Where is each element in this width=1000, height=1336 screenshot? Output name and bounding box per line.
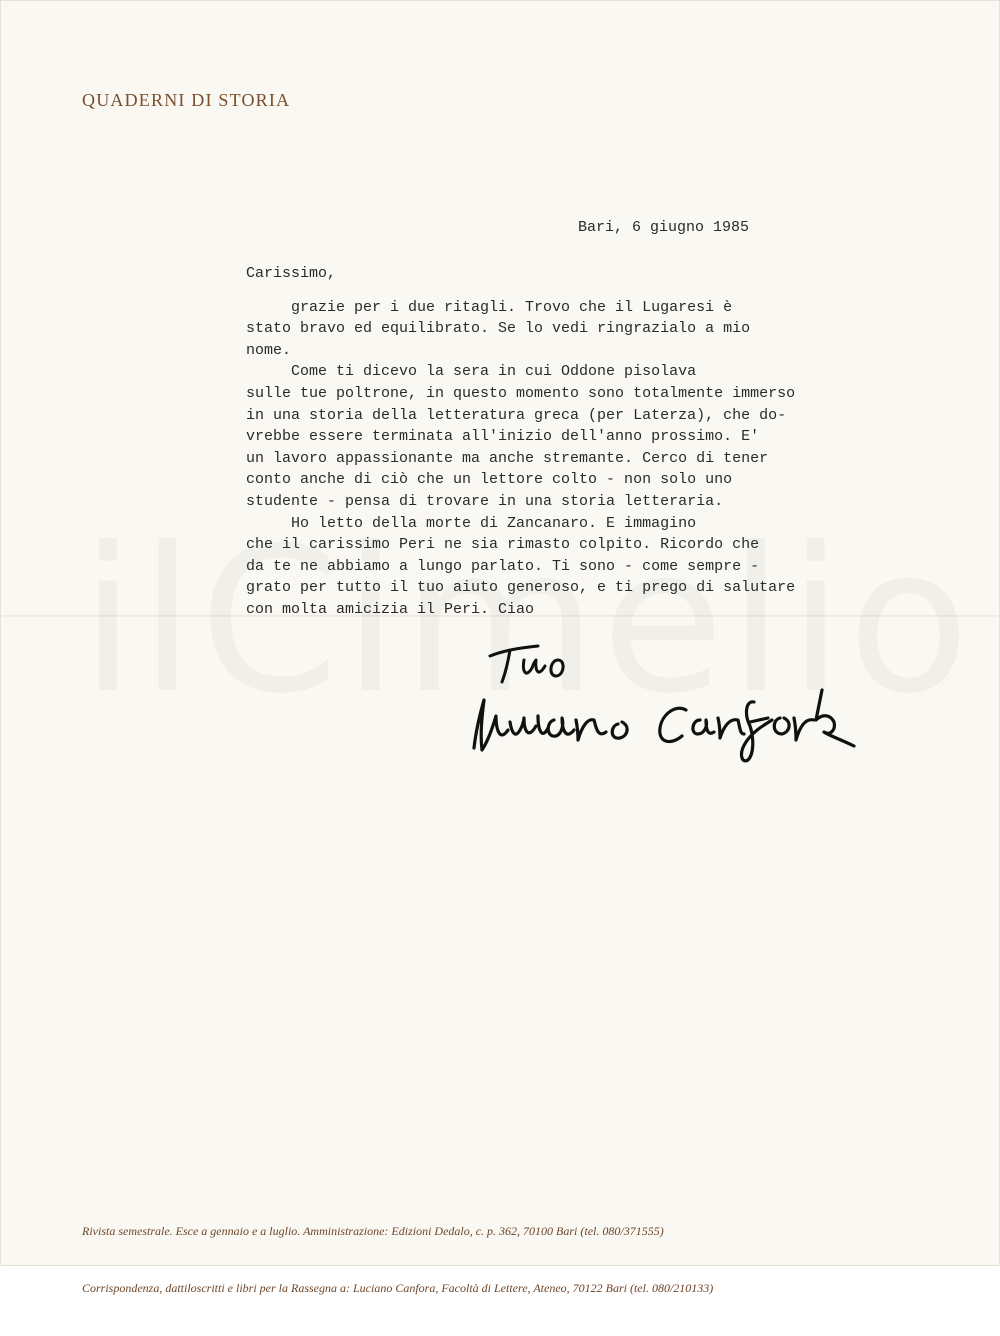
- letter-body: [246, 263, 795, 621]
- signature-closing: [490, 646, 563, 682]
- letter-line: grazie per i due ritagli. Trovo che il Lugaresi è: [246, 298, 733, 316]
- letter-line: Ho letto della morte di Zancanaro. E immagino: [246, 514, 697, 532]
- letterhead-title: QUADERNI DI STORIA: [82, 90, 291, 110]
- letter-salutation: Carissimo,: [246, 265, 337, 282]
- letter-line: che il carissimo Peri ne sia rimasto colpito. Ricordo che: [246, 536, 760, 554]
- letter-line: grato per tutto il tuo aiuto generoso, e ti prego di salutare: [246, 579, 796, 597]
- letter-line: studente - pensa di trovare in una storia letteraria.: [246, 492, 724, 510]
- handwritten-signature: [450, 630, 870, 770]
- letter-line: vrebbe essere terminata all'inizio dell'anno prossimo. E': [246, 428, 760, 446]
- letter-line: un lavoro appassionante ma anche stremante. Cerco di tener: [246, 449, 769, 467]
- letterhead-footer: [82, 1184, 713, 1336]
- letter-line: Come ti dicevo la sera in cui Oddone pisolava: [246, 363, 697, 381]
- signature-last-name: [660, 690, 854, 761]
- letter-line: sulle tue poltrone, in questo momento sono totalmente immerso: [246, 384, 796, 402]
- signature-first-name: [474, 700, 627, 750]
- letter-line: nome.: [246, 341, 292, 359]
- letter-line: stato bravo ed equilibrato. Se lo vedi ringrazialo a mio: [246, 320, 751, 338]
- footer-line-administration: Rivista semestrale. Esce a gennaio e a luglio. Amministrazione: Edizioni Dedalo, c. p. 362, 70100 Bari (tel. 080/371555): [82, 1224, 664, 1238]
- letter-line: con molta amicizia il Peri. Ciao: [246, 600, 535, 618]
- letter-line: da te ne abbiamo a lungo parlato. Ti sono - come sempre -: [246, 557, 760, 575]
- letter-date: Bari, 6 giugno 1985: [578, 219, 750, 236]
- letter-line: conto anche di ciò che un lettore colto - non solo uno: [246, 471, 733, 489]
- letter-line: in una storia della letteratura greca (per Laterza), che do-: [246, 406, 787, 424]
- footer-line-correspondence: Corrispondenza, dattiloscritti e libri per la Rassegna a: Luciano Canfora, Facoltà di Lettere, Ateneo, 70122 Bari (tel. 080/210133): [82, 1281, 714, 1295]
